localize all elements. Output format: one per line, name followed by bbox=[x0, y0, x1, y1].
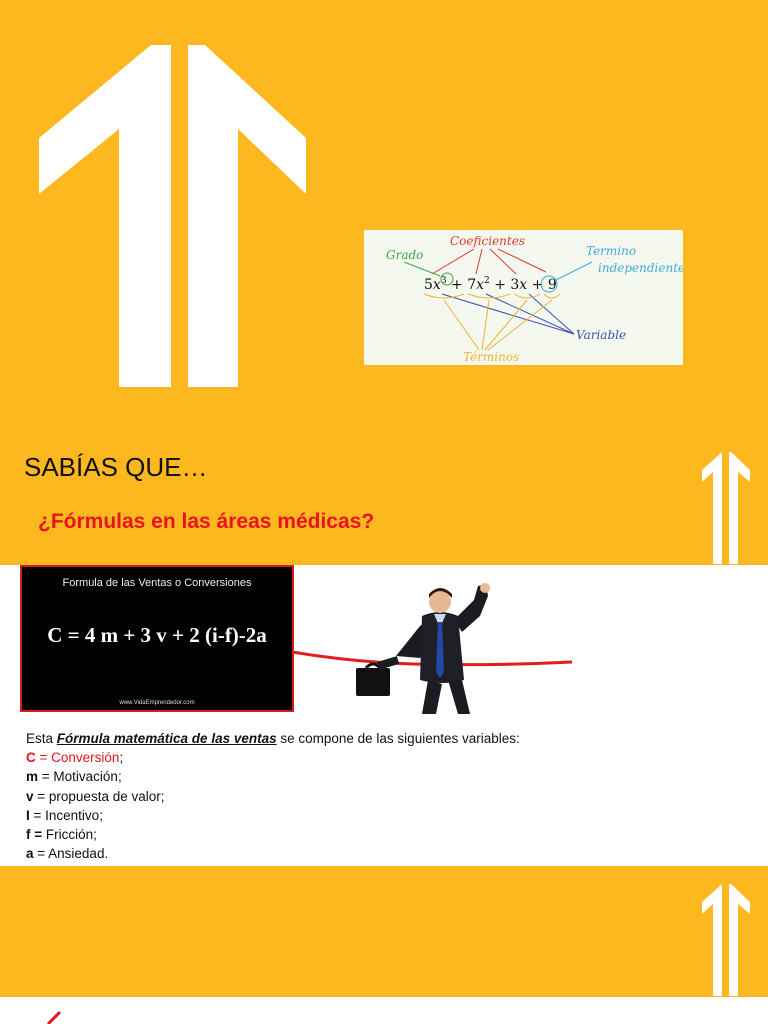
question-subtitle: ¿Fórmulas en las áreas médicas? bbox=[38, 510, 375, 533]
label-independiente: independiente bbox=[598, 261, 683, 275]
double-up-arrow-icon bbox=[38, 45, 306, 387]
label-variable: Variable bbox=[576, 328, 627, 342]
label-termino: Termino bbox=[586, 244, 637, 258]
board-formula: C = 4 m + 3 v + 2 (i-f)-2a bbox=[47, 623, 267, 647]
svg-text:5x3 + 7x2 + 3x + 9: $5x^3 + 7x^2 + 3x + 9$ bbox=[424, 276, 557, 293]
formula-description bbox=[26, 729, 726, 863]
variable-m: m = Motivación; bbox=[26, 769, 122, 785]
variable-a: a = Ansiedad. bbox=[26, 846, 109, 862]
polynomial-diagram bbox=[364, 230, 683, 365]
businessman-finish-line-image bbox=[292, 580, 574, 714]
variable-v: v = propuesta de valor; bbox=[26, 788, 165, 804]
red-accent-mark bbox=[44, 1010, 64, 1024]
page-title: SABÍAS QUE… bbox=[24, 452, 208, 482]
label-coeficientes: Coeficientes bbox=[450, 234, 525, 248]
formula-name: Fórmula matemática de las ventas bbox=[56, 731, 277, 746]
small-double-up-arrow-icon bbox=[702, 452, 750, 564]
sales-formula-board bbox=[20, 565, 294, 712]
variable-f: f = Fricción; bbox=[26, 827, 97, 843]
label-grado: Grado bbox=[386, 248, 424, 262]
small-double-up-arrow-icon bbox=[702, 884, 750, 996]
variable-c: C = Conversión; bbox=[26, 750, 124, 766]
board-credit: www.VidaEmprendedor.com bbox=[119, 700, 195, 706]
bottom-orange-band bbox=[0, 866, 768, 997]
description-intro: Esta Fórmula matemática de las ventas se compone de las siguientes variables: bbox=[26, 731, 520, 746]
board-caption: Formula de las Ventas o Conversiones bbox=[62, 577, 252, 589]
label-terminos: Términos bbox=[463, 350, 520, 364]
variable-i: I = Incentivo; bbox=[26, 807, 103, 823]
